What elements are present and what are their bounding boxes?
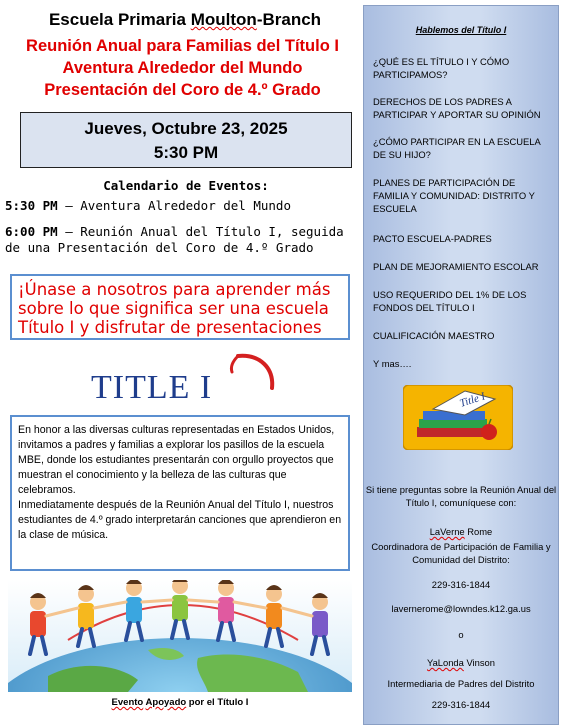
event-caption: Evento Apoyado por el Título I (111, 697, 249, 708)
event-time: 5:30 PM (153, 143, 219, 162)
sidebar-item: PLANES DE PARTICIPACIÓN DE FAMILIA Y COMUNIDAD: DISTRITO Y ESCUELA (373, 177, 535, 214)
title-i-logo (88, 350, 288, 410)
contact-2-role: Intermediaria de Padres del Distrito (387, 678, 535, 689)
kids-globe-illustration (8, 580, 352, 692)
schedule-item: 5:30 PM – Aventura Alrededor del Mundo (5, 198, 291, 213)
contact-1-name: LaVerne Rome (429, 526, 493, 537)
join-us-box: ¡Únase a nosotros para aprender más sobre lo que significa ser una escuela Título I y disfrutar de presentaciones (10, 274, 350, 340)
title-line-3: Presentación del Coro de 4.º Grado (44, 81, 321, 99)
honor-box (10, 415, 350, 571)
contact-or: o (458, 629, 464, 640)
contact-2-name: YaLonda Vinson (427, 657, 495, 668)
sidebar-item: PACTO ESCUELA-PADRES (373, 233, 492, 244)
sidebar-item: USO REQUERIDO DEL 1% DE LOS FONDOS DEL TÍTULO I (373, 289, 527, 313)
title-line-1: Reunión Anual para Familias del Título I (26, 37, 339, 55)
honor-paragraph-1: En honor a las diversas culturas representadas en Estados Unidos, invitamos a padres y familias a explorar los pasillos de la escuela MBE, donde los estudiantes presentarán con orgullo proyectos que muestran el conocimiento y la belleza de las culturas que celebramos. (18, 424, 335, 496)
sidebar-title: Hablemos del Título I (415, 25, 507, 35)
honor-paragraph-2: Inmediatamente después de la Reunión Anual del Título I, nuestros estudiantes de 4.º grado interpretarán canciones que aprendieron en la clase de música. (18, 499, 342, 541)
sidebar-item: PLAN DE MEJORAMIENTO ESCOLAR (373, 261, 539, 272)
sidebar-item: Y mas…. (373, 358, 412, 369)
contact-2-phone: 229-316-1844 (431, 699, 491, 710)
title-line-2: Aventura Alrededor del Mundo (62, 59, 303, 77)
sidebar-item: ¿CÓMO PARTICIPAR EN LA ESCUELA DE SU HIJO? (373, 136, 541, 160)
schedule-title: Calendario de Eventos: (103, 178, 269, 193)
title-i-books-icon (403, 385, 513, 450)
contact-1-phone: 229-316-1844 (431, 579, 491, 590)
contact-intro: Si tiene preguntas sobre la Reunión Anual del Título I, comuníquese con: (365, 484, 557, 508)
date-box (20, 112, 352, 168)
contact-1-role: Coordinadora de Participación de Familia y Comunidad del Distrito: (371, 541, 551, 565)
sidebar-item: DERECHOS DE LOS PADRES A PARTICIPAR Y APORTAR SU OPINIÓN (373, 96, 541, 120)
school-name: Escuela Primaria Moulton-Branch (48, 10, 322, 29)
book-label: Title I (458, 390, 487, 410)
event-date: Jueves, Octubre 23, 2025 (84, 119, 288, 138)
schedule-item: 6:00 PM – Reunión Anual del Título I, seguida de una Presentación del Coro de 4.º Grado (5, 224, 344, 255)
contact-1-email[interactable]: lavernerome@lowndes.k12.ga.us (391, 603, 531, 614)
sidebar-item: ¿QUÉ ES EL TÍTULO I Y CÓMO PARTICIPAMOS? (373, 56, 510, 80)
sidebar-item: CUALIFICACIÓN MAESTRO (373, 330, 495, 341)
logo-text: TITLE I (91, 369, 213, 406)
